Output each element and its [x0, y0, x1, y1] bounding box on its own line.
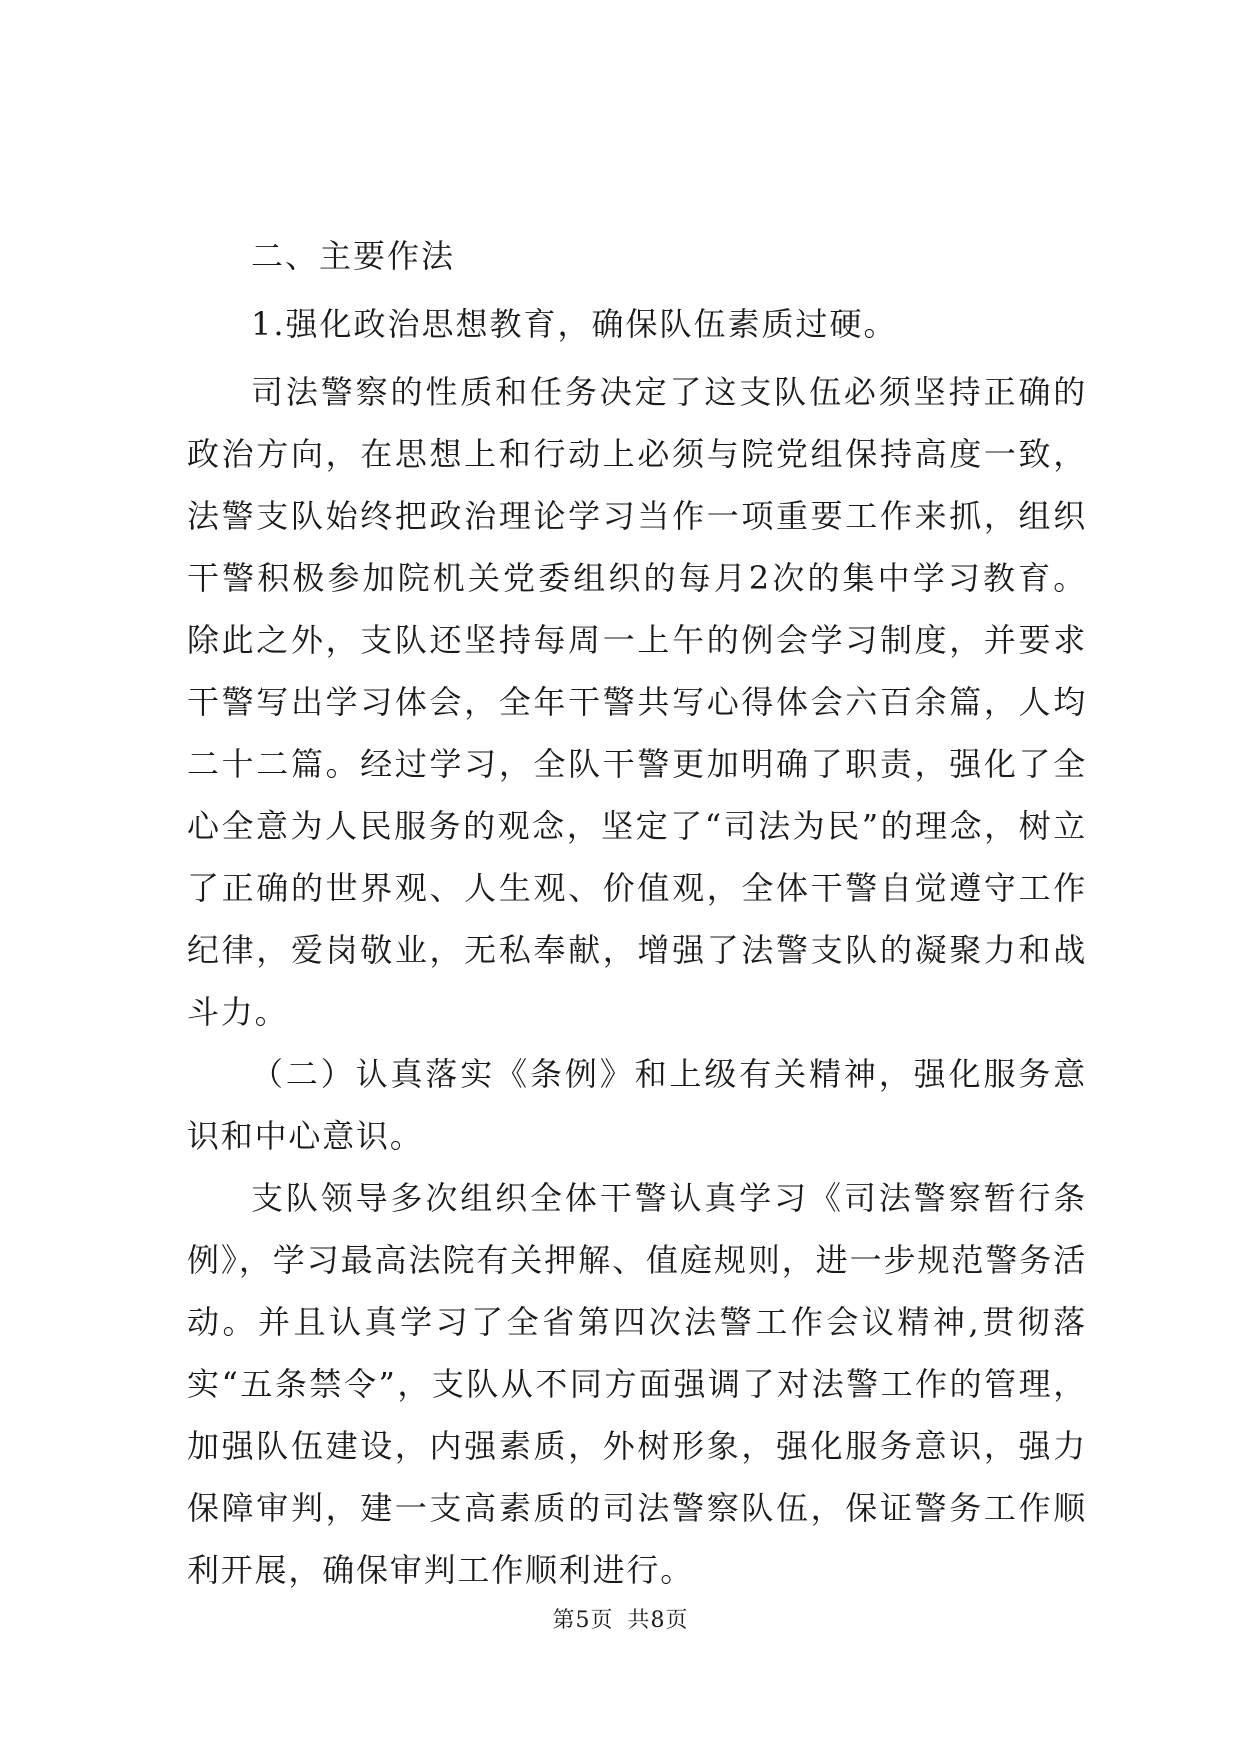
paragraph-regulations-study: 支队领导多次组织全体干警认真学习《司法警察暂行条例》，学习最高法院有关押解、值庭规则，进一步规范警务活动。并且认真学习了全省第四次法警工作会议精神,贯彻落实“五条禁令”，支队从不同方面强调了对法警工作的管理，加强队伍建设，内强素质，外树形象，强化服务意识，强力保障审判，建一支高素质的司法警察队伍，保证警务工作顺利开展，确保审判工作顺利进行。	[187, 1179, 1087, 1589]
subheading-2: （二）认真落实《条例》和上级有关精神，强化服务意识和中心意识。	[187, 1055, 1087, 1155]
page-number-current: 第5页	[552, 1608, 614, 1633]
page-footer	[0, 1603, 1241, 1634]
subheading-1: 1.强化政治思想教育，确保队伍素质过硬。	[251, 305, 898, 343]
section-heading: 二、主要作法	[251, 237, 456, 275]
document-body	[187, 225, 1087, 1601]
page-number-total: 共8页	[627, 1608, 689, 1633]
paragraph-political-education: 司法警察的性质和任务决定了这支队伍必须坚持正确的政治方向，在思想上和行动上必须与院党组保持高度一致，法警支队始终把政治理论学习当作一项重要工作来抓，组织干警积极参加院机关党委组织的每月2次的集中学习教育。除此之外，支队还坚持每周一上午的例会学习制度，并要求干警写出学习体会，全年干警共写心得体会六百余篇，人均二十二篇。经过学习，全队干警更加明确了职责，强化了全心全意为人民服务的观念，坚定了“司法为民”的理念，树立了正确的世界观、人生观、价值观，全体干警自觉遵守工作纪律，爱岗敬业，无私奉献，增强了法警支队的凝聚力和战斗力。	[187, 373, 1087, 1031]
